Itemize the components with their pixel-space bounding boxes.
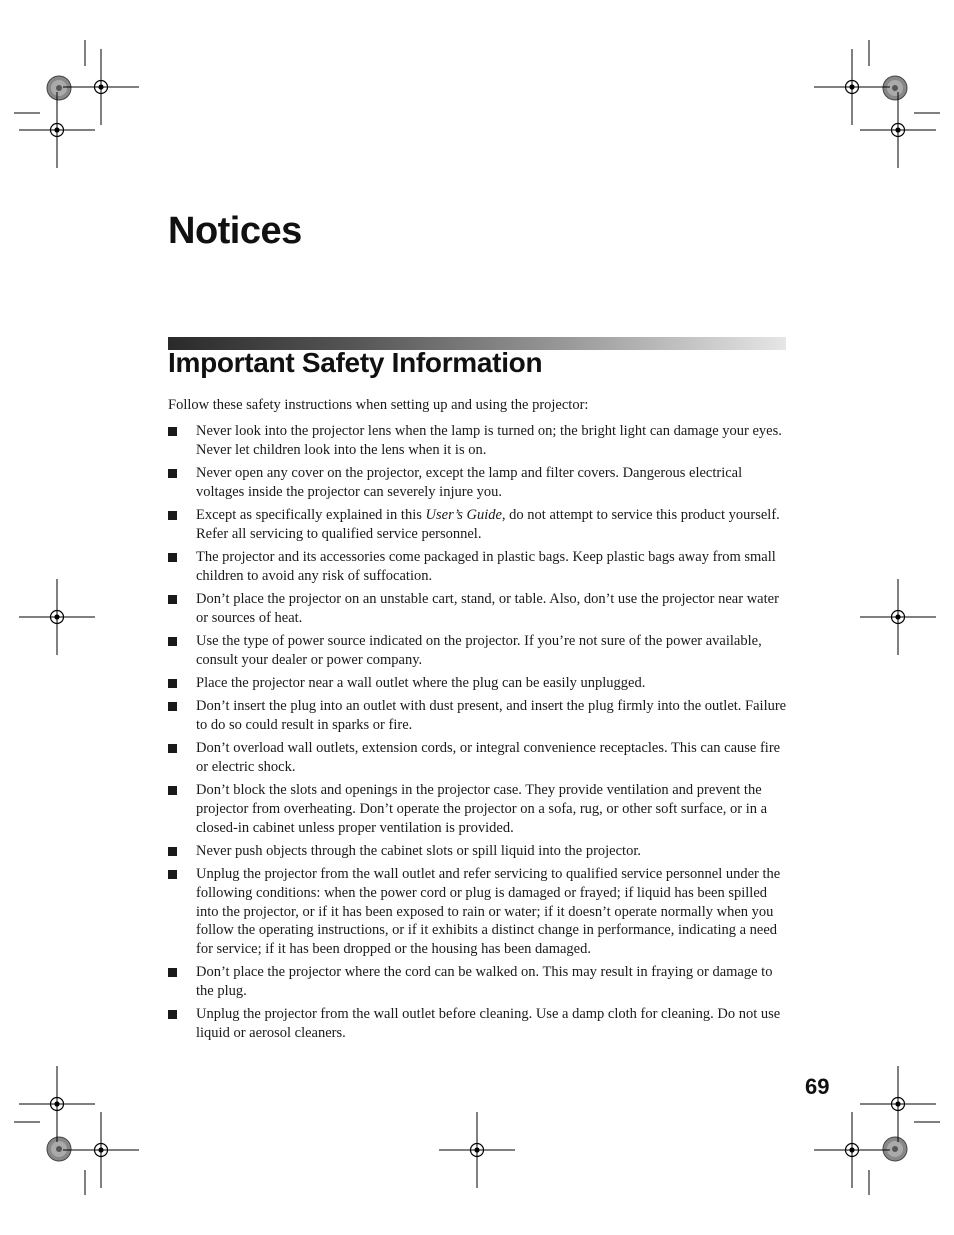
list-item bbox=[168, 697, 788, 734]
registration-star-icon bbox=[883, 1137, 907, 1161]
square-bullet-icon bbox=[168, 702, 177, 711]
list-item-text: Never open any cover on the projector, except the lamp and filter covers. Dangerous electrical voltages inside the projector can severely injure you. bbox=[196, 465, 743, 500]
list-item-text: Don’t overload wall outlets, extension cords, or integral convenience receptacles. This can cause fire or electric shock. bbox=[196, 740, 781, 775]
list-item-text-start: Except as specifically explained in this bbox=[196, 507, 426, 523]
list-item-text: Unplug the projector from the wall outlet and refer servicing to qualified service personnel under the following conditions: when the power cord or plug is damaged or frayed; if liquid has been spilled into the projector, or if it has been exposed to rain or water; if it doesn’t operate normally when you follow the operating instructions, or if it exhibits a distinct change in performance, indicating a need for service; if it has been dropped or the housing has been damaged. bbox=[196, 866, 781, 958]
registration-star-icon bbox=[47, 76, 71, 100]
square-bullet-icon bbox=[168, 553, 177, 562]
list-item-text: Never look into the projector lens when the lamp is turned on; the bright light can damage your eyes. Never let children look into the lens when it is on. bbox=[196, 423, 782, 458]
list-item bbox=[168, 739, 788, 776]
crosshair-icon bbox=[439, 1112, 515, 1188]
list-item bbox=[168, 674, 788, 693]
crosshair-icon bbox=[19, 579, 95, 655]
square-bullet-icon bbox=[168, 847, 177, 856]
square-bullet-icon bbox=[168, 679, 177, 688]
square-bullet-icon bbox=[168, 595, 177, 604]
list-item-text: Don’t block the slots and openings in the projector case. They provide ventilation and prevent the projector from overheating. Don’t operate the projector on a sofa, rug, or other soft surface, or in a closed-in cabinet unless proper ventilation is provided. bbox=[196, 782, 768, 836]
list-item bbox=[168, 548, 788, 585]
crosshair-icon bbox=[63, 1112, 139, 1188]
square-bullet-icon bbox=[168, 427, 177, 436]
list-item-text: Unplug the projector from the wall outlet before cleaning. Use a damp cloth for cleaning. Do not use liquid or aerosol cleaners. bbox=[196, 1006, 781, 1042]
square-bullet-icon bbox=[168, 744, 177, 753]
safety-instructions-list bbox=[168, 422, 788, 1047]
list-item-text: Never push objects through the cabinet slots or spill liquid into the projector. bbox=[196, 843, 641, 859]
guide-title-italic: User’s Guide, bbox=[425, 507, 506, 523]
square-bullet-icon bbox=[168, 511, 177, 520]
list-item bbox=[168, 963, 788, 1000]
crosshair-icon bbox=[814, 1112, 890, 1188]
registration-star-icon bbox=[47, 1137, 71, 1161]
list-item bbox=[168, 422, 788, 459]
crosshair-icon bbox=[63, 49, 139, 125]
crosshair-icon bbox=[860, 92, 936, 168]
crosshair-icon bbox=[19, 92, 95, 168]
list-item bbox=[168, 506, 788, 543]
square-bullet-icon bbox=[168, 469, 177, 478]
list-item-text: Place the projector near a wall outlet where the plug can be easily unplugged. bbox=[196, 675, 646, 691]
square-bullet-icon bbox=[168, 870, 177, 879]
crosshair-icon bbox=[19, 1066, 95, 1142]
list-item bbox=[168, 464, 788, 501]
list-item-text-end: do not attempt to service this product yourself. Refer all servicing to qualified service personnel. bbox=[196, 507, 780, 542]
list-item bbox=[168, 590, 788, 627]
list-item-text: Don’t place the projector where the cord can be walked on. This may result in fraying or damage to the plug. bbox=[196, 964, 773, 1000]
intro-paragraph: Follow these safety instructions when setting up and using the projector: bbox=[168, 397, 589, 413]
square-bullet-icon bbox=[168, 968, 177, 977]
chapter-title: Notices bbox=[168, 210, 302, 252]
list-item bbox=[168, 1005, 788, 1042]
list-item-text: Don’t insert the plug into an outlet with dust present, and insert the plug firmly into the outlet. Failure to do so could result in sparks or fire. bbox=[196, 698, 787, 733]
list-item bbox=[168, 632, 788, 669]
list-item bbox=[168, 865, 788, 959]
crosshair-icon bbox=[860, 579, 936, 655]
list-item bbox=[168, 781, 788, 837]
registration-star-icon bbox=[883, 76, 907, 100]
page-number: 69 bbox=[805, 1074, 830, 1099]
crosshair-icon bbox=[814, 49, 890, 125]
square-bullet-icon bbox=[168, 1010, 177, 1019]
square-bullet-icon bbox=[168, 786, 177, 795]
crosshair-icon bbox=[860, 1066, 936, 1142]
list-item bbox=[168, 842, 788, 861]
list-item-text: The projector and its accessories come packaged in plastic bags. Keep plastic bags away from small children to avoid any risk of suffocation. bbox=[196, 549, 776, 584]
list-item-text: Don’t place the projector on an unstable cart, stand, or table. Also, don’t use the projector near water or sources of heat. bbox=[196, 591, 779, 626]
section-title: Important Safety Information bbox=[168, 347, 543, 378]
list-item-text: Use the type of power source indicated on the projector. If you’re not sure of the power available, consult your dealer or power company. bbox=[196, 633, 762, 668]
square-bullet-icon bbox=[168, 637, 177, 646]
